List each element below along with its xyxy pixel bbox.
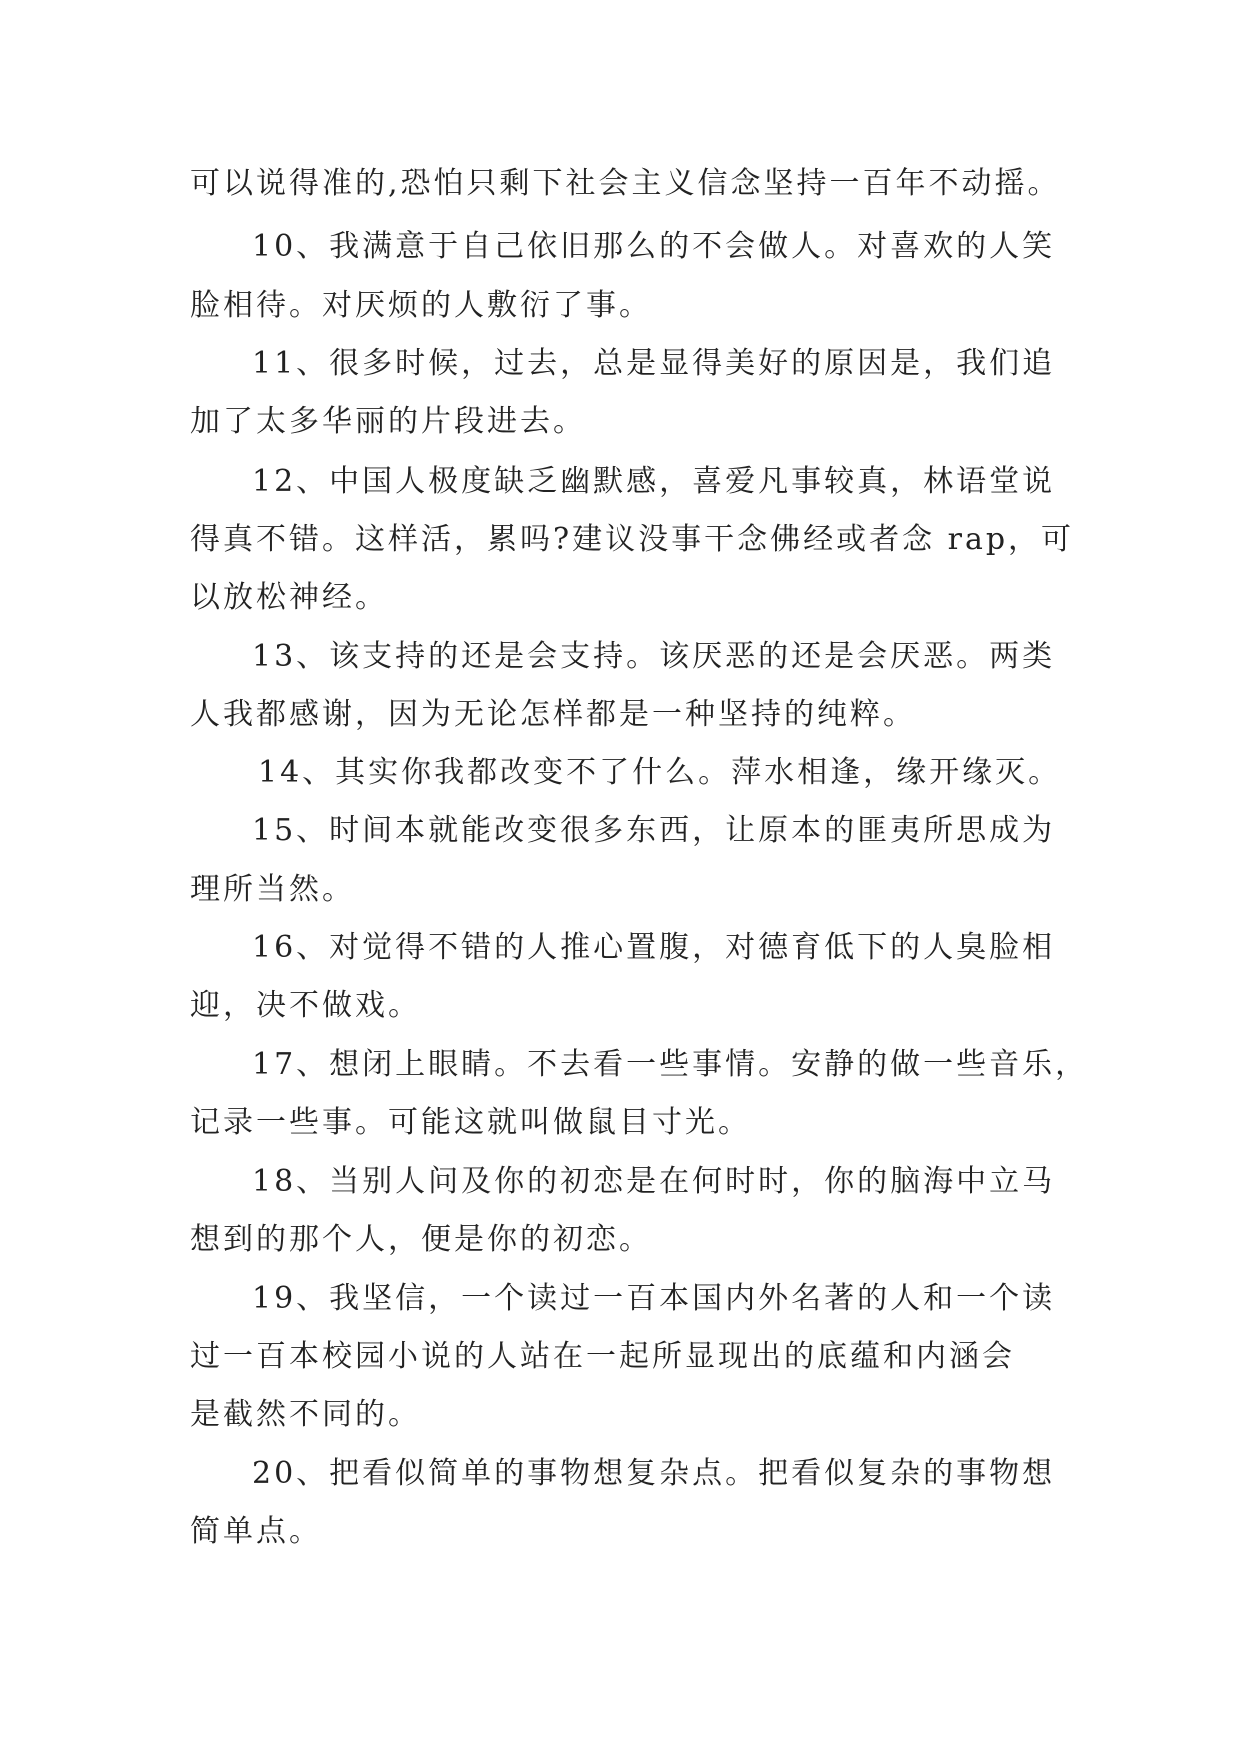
text-line: 以放松神经。: [190, 580, 388, 615]
text-line: 脸相待。对厌烦的人敷衍了事。: [190, 288, 652, 323]
text-line: 人我都感谢，因为无论怎样都是一种坚持的纯粹。: [190, 697, 916, 732]
text-line: 17、想闭上眼睛。不去看一些事情。安静的做一些音乐，: [252, 1047, 1089, 1082]
text-line: 过一百本校园小说的人站在一起所显现出的底蕴和内涵会: [190, 1339, 1015, 1374]
text-line: 加了太多华丽的片段进去。: [190, 404, 586, 439]
text-line: 简单点。: [190, 1514, 322, 1549]
text-line: 10、我满意于自己依旧那么的不会做人。对喜欢的人笑: [252, 229, 1056, 264]
text-line: 得真不错。这样活，累吗?建议没事干念佛经或者念 rap，可: [190, 522, 1075, 557]
text-line: 14、其实你我都改变不了什么。萍水相逢，缘开缘灭。: [258, 755, 1062, 790]
text-line: 是截然不同的。: [190, 1397, 421, 1432]
text-line: 想到的那个人，便是你的初恋。: [190, 1222, 652, 1257]
text-line: 15、时间本就能改变很多东西，让原本的匪夷所思成为: [252, 813, 1056, 848]
text-line: 迎，决不做戏。: [190, 988, 421, 1023]
text-line: 理所当然。: [190, 872, 355, 907]
text-line: 18、当别人问及你的初恋是在何时时，你的脑海中立马: [252, 1164, 1056, 1199]
text-line: 13、该支持的还是会支持。该厌恶的还是会厌恶。两类: [252, 639, 1056, 674]
text-line: 可以说得准的,恐怕只剩下社会主义信念坚持一百年不动摇。: [190, 166, 1061, 201]
text-line: 20、把看似简单的事物想复杂点。把看似复杂的事物想: [252, 1456, 1056, 1491]
text-line: 记录一些事。可能这就叫做鼠目寸光。: [190, 1105, 751, 1140]
text-line: 11、很多时候，过去，总是显得美好的原因是，我们追: [252, 346, 1056, 381]
text-line: 16、对觉得不错的人推心置腹，对德育低下的人臭脸相: [252, 930, 1056, 965]
text-line: 19、我坚信，一个读过一百本国内外名著的人和一个读: [252, 1281, 1056, 1316]
text-line: 12、中国人极度缺乏幽默感，喜爱凡事较真，林语堂说: [252, 464, 1056, 499]
